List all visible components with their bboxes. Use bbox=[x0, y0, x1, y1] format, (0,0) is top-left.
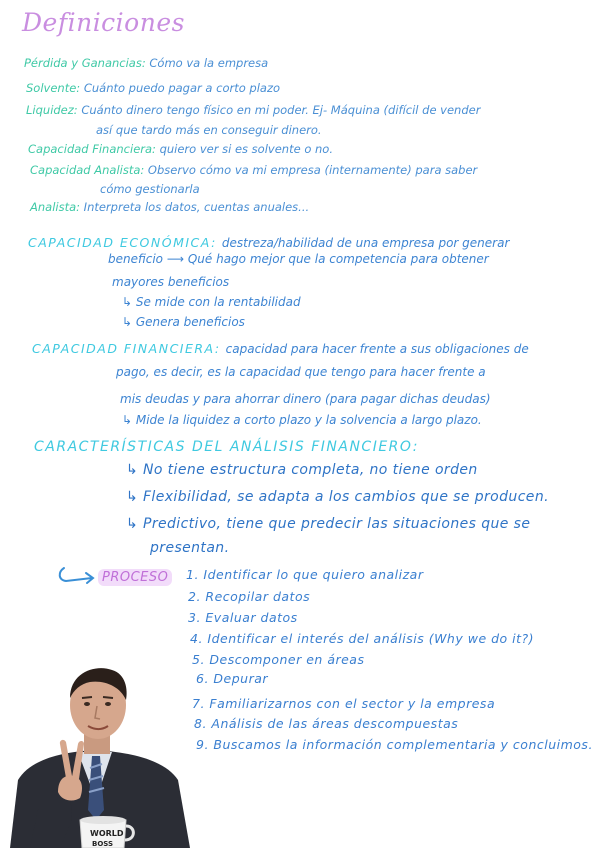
capacidad-economica-line1 bbox=[28, 232, 509, 251]
proceso-step: 9. Buscamos la información complementaria y concluimos. bbox=[196, 737, 593, 752]
definition-term: Pérdida y Ganancias: bbox=[24, 56, 146, 70]
definition-term: Solvente: bbox=[26, 81, 81, 95]
curved-arrow-icon bbox=[56, 564, 96, 586]
capacidad-financiera-line4: ↳ Mide la liquidez a corto plazo y la solvencia a largo plazo. bbox=[122, 413, 482, 427]
capacidad-financiera-line1 bbox=[32, 338, 529, 357]
proceso-step: 5. Descomponer en áreas bbox=[192, 652, 365, 667]
definition-term: Capacidad Financiera: bbox=[28, 142, 156, 156]
definition-term: Capacidad Analista: bbox=[30, 163, 145, 177]
caracteristicas-bullet: ↳ No tiene estructura completa, no tiene orden bbox=[126, 462, 478, 478]
page-title: Definiciones bbox=[22, 8, 185, 37]
man-peace-sign-photo bbox=[0, 660, 200, 848]
mug-text: WORLD bbox=[90, 829, 124, 838]
section-text: destreza/habilidad de una empresa por generar bbox=[221, 236, 510, 250]
mug-text-2: BOSS bbox=[92, 840, 114, 848]
definition-liquidez bbox=[26, 103, 480, 117]
capacidad-economica-bullet: ↳ Se mide con la rentabilidad bbox=[122, 295, 301, 309]
definition-text: Observo cómo va mi empresa (internamente) para saber bbox=[147, 163, 478, 177]
capacidad-economica-line3: mayores beneficios bbox=[112, 275, 230, 289]
definition-text: Interpreta los datos, cuentas anuales... bbox=[83, 200, 310, 214]
caracteristicas-heading: CARACTERÍSTICAS DEL ANÁLISIS FINANCIERO: bbox=[34, 439, 419, 455]
proceso-label: PROCESO bbox=[98, 569, 172, 586]
section-heading: CAPACIDAD ECONÓMICA: bbox=[28, 235, 217, 250]
definition-liquidez-cont: así que tardo más en conseguir dinero. bbox=[96, 123, 322, 137]
caracteristicas-bullet: ↳ Flexibilidad, se adapta a los cambios que se producen. bbox=[126, 489, 549, 505]
proceso-step: 2. Recopilar datos bbox=[188, 589, 311, 604]
section-heading: CAPACIDAD FINANCIERA: bbox=[32, 341, 221, 356]
proceso-step: 7. Familiarizarnos con el sector y la empresa bbox=[192, 696, 496, 711]
definition-capacidad-analista-cont: cómo gestionarla bbox=[100, 182, 200, 196]
definition-text: Cuánto dinero tengo físico en mi poder. Ej- Máquina (difícil de vender bbox=[81, 103, 481, 117]
definition-solvente bbox=[26, 81, 280, 95]
definition-term: Analista: bbox=[30, 200, 81, 214]
caracteristicas-bullet: ↳ Predictivo, tiene que predecir las situaciones que se bbox=[126, 516, 531, 532]
section-text: capacidad para hacer frente a sus obligaciones de bbox=[225, 342, 529, 356]
capacidad-economica-bullet: ↳ Genera beneficios bbox=[122, 315, 245, 329]
definition-text: Cuánto puedo pagar a corto plazo bbox=[83, 81, 281, 95]
capacidad-financiera-line2: pago, es decir, es la capacidad que tengo para hacer frente a bbox=[116, 365, 486, 379]
proceso-step: 3. Evaluar datos bbox=[188, 610, 298, 625]
caracteristicas-cont: presentan. bbox=[150, 540, 230, 556]
proceso-step: 8. Análisis de las áreas descompuestas bbox=[194, 716, 459, 731]
capacidad-economica-line2: beneficio ⟶ Qué hago mejor que la competencia para obtener bbox=[108, 252, 489, 266]
proceso-step: 1. Identificar lo que quiero analizar bbox=[186, 567, 424, 582]
definition-capacidad-financiera bbox=[28, 142, 333, 156]
definition-text: Cómo va la empresa bbox=[149, 56, 269, 70]
proceso-step: 4. Identificar el interés del análisis (Why we do it?) bbox=[190, 631, 535, 646]
proceso-step: 6. Depurar bbox=[196, 671, 269, 686]
definition-analista bbox=[30, 200, 309, 214]
definition-term: Liquidez: bbox=[26, 103, 78, 117]
definition-text: quiero ver si es solvente o no. bbox=[159, 142, 333, 156]
definition-capacidad-analista bbox=[30, 163, 477, 177]
capacidad-financiera-line3: mis deudas y para ahorrar dinero (para pagar dichas deudas) bbox=[120, 392, 491, 406]
definition-perdidas bbox=[24, 56, 268, 70]
